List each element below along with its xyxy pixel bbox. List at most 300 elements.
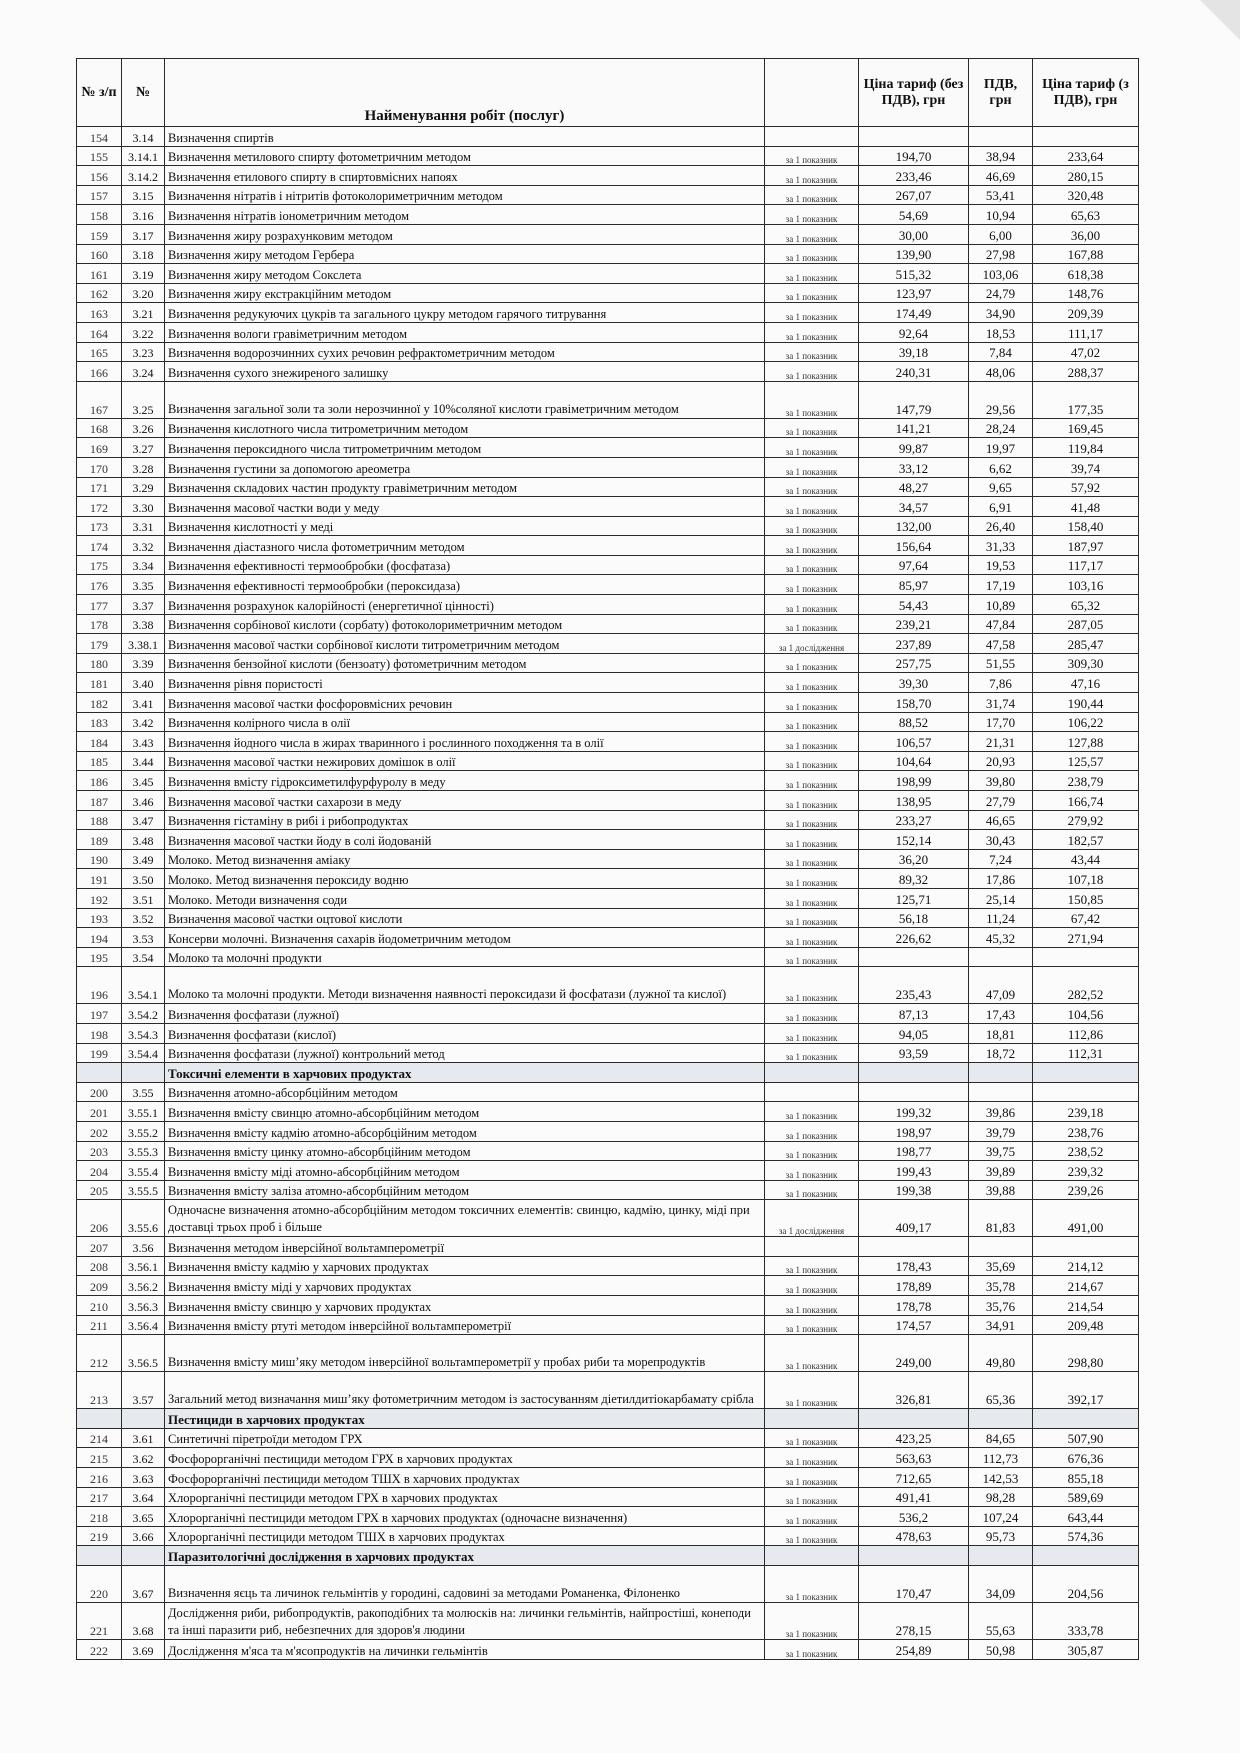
price-without-vat-cell: 239,21: [859, 614, 969, 634]
unit-cell: [765, 1082, 859, 1102]
price-without-vat-cell: 199,38: [859, 1180, 969, 1200]
price-with-vat-cell: [1033, 1546, 1139, 1566]
service-code-cell: 3.63: [122, 1468, 165, 1488]
row-number-cell: 204: [77, 1161, 122, 1181]
price-without-vat-cell: [859, 1082, 969, 1102]
service-name-cell: Визначення вологи гравіметричним методом: [165, 322, 765, 342]
col-header-name: Найменування робіт (послуг): [165, 59, 765, 127]
service-code-cell: 3.27: [122, 438, 165, 458]
vat-cell: 10,89: [969, 595, 1033, 615]
price-with-vat-cell: 125,57: [1033, 751, 1139, 771]
service-name-cell: Визначення жиру розрахунковим методом: [165, 224, 765, 244]
service-code-cell: 3.17: [122, 224, 165, 244]
unit-cell: за 1 показник: [765, 381, 859, 418]
service-code-cell: 3.54.4: [122, 1043, 165, 1063]
service-code-cell: 3.56.2: [122, 1276, 165, 1296]
price-without-vat-cell: 226,62: [859, 928, 969, 948]
row-number-cell: 160: [77, 244, 122, 264]
table-row: [77, 1256, 1139, 1276]
table-row: [77, 322, 1139, 342]
price-with-vat-cell: 47,02: [1033, 342, 1139, 362]
row-number-cell: [77, 1546, 122, 1566]
row-number-cell: 217: [77, 1487, 122, 1507]
unit-cell: за 1 показник: [765, 555, 859, 575]
price-with-vat-cell: 112,31: [1033, 1043, 1139, 1063]
price-with-vat-cell: 285,47: [1033, 634, 1139, 654]
unit-cell: за 1 показник: [765, 1256, 859, 1276]
price-without-vat-cell: [859, 1409, 969, 1429]
row-number-cell: 175: [77, 555, 122, 575]
service-name-cell: Визначення масової частки сахарози в меду: [165, 791, 765, 811]
vat-cell: 31,33: [969, 536, 1033, 556]
vat-cell: 17,70: [969, 712, 1033, 732]
unit-cell: за 1 показник: [765, 595, 859, 615]
col-header-price: Ціна тариф (без ПДВ), грн: [859, 59, 969, 127]
price-with-vat-cell: 112,86: [1033, 1023, 1139, 1043]
price-with-vat-cell: 507,90: [1033, 1428, 1139, 1448]
row-number-cell: 215: [77, 1448, 122, 1468]
service-name-cell: Визначення масової частки оцтової кислоти: [165, 908, 765, 928]
table-row: [77, 869, 1139, 889]
price-with-vat-cell: 643,44: [1033, 1507, 1139, 1527]
unit-cell: за 1 показник: [765, 1023, 859, 1043]
unit-cell: за 1 показник: [765, 928, 859, 948]
service-code-cell: 3.64: [122, 1487, 165, 1507]
row-number-cell: 158: [77, 205, 122, 225]
row-number-cell: 182: [77, 693, 122, 713]
vat-cell: 6,00: [969, 224, 1033, 244]
price-with-vat-cell: 36,00: [1033, 224, 1139, 244]
table-row: [77, 947, 1139, 967]
row-number-cell: 216: [77, 1468, 122, 1488]
vat-cell: 21,31: [969, 732, 1033, 752]
service-code-cell: [122, 1409, 165, 1429]
price-without-vat-cell: 106,57: [859, 732, 969, 752]
price-with-vat-cell: 279,92: [1033, 810, 1139, 830]
service-code-cell: 3.38.1: [122, 634, 165, 654]
row-number-cell: 173: [77, 516, 122, 536]
price-without-vat-cell: 132,00: [859, 516, 969, 536]
row-number-cell: 172: [77, 497, 122, 517]
row-number-cell: 220: [77, 1566, 122, 1603]
price-without-vat-cell: 409,17: [859, 1200, 969, 1237]
price-with-vat-cell: 67,42: [1033, 908, 1139, 928]
table-row: [77, 146, 1139, 166]
row-number-cell: 174: [77, 536, 122, 556]
table-row: [77, 1102, 1139, 1122]
price-with-vat-cell: 392,17: [1033, 1372, 1139, 1409]
unit-cell: за 1 показник: [765, 1276, 859, 1296]
service-code-cell: 3.20: [122, 283, 165, 303]
price-with-vat-cell: [1033, 947, 1139, 967]
price-with-vat-cell: 309,30: [1033, 653, 1139, 673]
table-row: [77, 1566, 1139, 1603]
vat-cell: 18,53: [969, 322, 1033, 342]
section-header-row: [77, 1409, 1139, 1429]
table-row: [77, 1640, 1139, 1660]
table-row: [77, 418, 1139, 438]
service-code-cell: 3.29: [122, 477, 165, 497]
service-code-cell: 3.25: [122, 381, 165, 418]
table-row: [77, 967, 1139, 1004]
vat-cell: 39,80: [969, 771, 1033, 791]
vat-cell: 107,24: [969, 1507, 1033, 1527]
vat-cell: 31,74: [969, 693, 1033, 713]
price-with-vat-cell: 117,17: [1033, 555, 1139, 575]
price-with-vat-cell: [1033, 1409, 1139, 1429]
service-name-cell: Визначення сухого знежиреного залишку: [165, 362, 765, 382]
price-with-vat-cell: 204,56: [1033, 1566, 1139, 1603]
row-number-cell: 194: [77, 928, 122, 948]
price-without-vat-cell: 237,89: [859, 634, 969, 654]
table-row: [77, 224, 1139, 244]
service-name-cell: Визначення фосфатази (лужної) контрольний метод: [165, 1043, 765, 1063]
price-without-vat-cell: 139,90: [859, 244, 969, 264]
row-number-cell: 165: [77, 342, 122, 362]
service-code-cell: 3.41: [122, 693, 165, 713]
table-row: [77, 1526, 1139, 1546]
vat-cell: 7,84: [969, 342, 1033, 362]
service-name-cell: Визначення етилового спирту в спиртовмісних напоях: [165, 166, 765, 186]
service-code-cell: 3.52: [122, 908, 165, 928]
service-name-cell: Визначення пероксидного числа титрометричним методом: [165, 438, 765, 458]
table-row: [77, 810, 1139, 830]
service-code-cell: 3.46: [122, 791, 165, 811]
price-with-vat-cell: 239,32: [1033, 1161, 1139, 1181]
service-name-cell: Визначення вмісту свинцю атомно-абсорбційним методом: [165, 1102, 765, 1122]
service-code-cell: 3.14: [122, 127, 165, 147]
price-with-vat-cell: 177,35: [1033, 381, 1139, 418]
service-code-cell: 3.37: [122, 595, 165, 615]
service-name-cell: Визначення метилового спирту фотометричним методом: [165, 146, 765, 166]
unit-cell: за 1 показник: [765, 438, 859, 458]
price-without-vat-cell: 178,43: [859, 1256, 969, 1276]
price-with-vat-cell: 103,16: [1033, 575, 1139, 595]
service-code-cell: 3.65: [122, 1507, 165, 1527]
unit-cell: за 1 показник: [765, 497, 859, 517]
row-number-cell: 166: [77, 362, 122, 382]
vat-cell: [969, 1546, 1033, 1566]
service-code-cell: 3.54: [122, 947, 165, 967]
row-number-cell: 157: [77, 185, 122, 205]
table-row: [77, 888, 1139, 908]
service-code-cell: 3.50: [122, 869, 165, 889]
unit-cell: [765, 127, 859, 147]
vat-cell: 39,79: [969, 1121, 1033, 1141]
table-row: [77, 575, 1139, 595]
price-with-vat-cell: 305,87: [1033, 1640, 1139, 1660]
price-without-vat-cell: [859, 1063, 969, 1083]
vat-cell: 20,93: [969, 751, 1033, 771]
price-without-vat-cell: 178,78: [859, 1296, 969, 1316]
service-name-cell: Дослідження риби, рибопродуктів, ракоподібних та молюсків на: личинки гельмінтів, найпростіші, конеподи та інші паразити риб, небезпечних для здоров'я людини: [165, 1603, 765, 1640]
price-without-vat-cell: 99,87: [859, 438, 969, 458]
price-without-vat-cell: 233,27: [859, 810, 969, 830]
row-number-cell: 183: [77, 712, 122, 732]
vat-cell: 45,32: [969, 928, 1033, 948]
unit-cell: за 1 показник: [765, 791, 859, 811]
price-with-vat-cell: 214,67: [1033, 1276, 1139, 1296]
price-without-vat-cell: 478,63: [859, 1526, 969, 1546]
vat-cell: 39,88: [969, 1180, 1033, 1200]
table-row: [77, 1121, 1139, 1141]
price-with-vat-cell: 158,40: [1033, 516, 1139, 536]
vat-cell: 103,06: [969, 264, 1033, 284]
price-without-vat-cell: 54,43: [859, 595, 969, 615]
row-number-cell: [77, 1409, 122, 1429]
service-code-cell: 3.32: [122, 536, 165, 556]
price-without-vat-cell: 198,99: [859, 771, 969, 791]
price-with-vat-cell: 39,74: [1033, 457, 1139, 477]
vat-cell: 53,41: [969, 185, 1033, 205]
price-with-vat-cell: [1033, 1237, 1139, 1257]
service-name-cell: Визначення жиру екстракційним методом: [165, 283, 765, 303]
service-code-cell: 3.22: [122, 322, 165, 342]
table-row: [77, 830, 1139, 850]
col-header-code: №: [122, 59, 165, 127]
vat-cell: 34,09: [969, 1566, 1033, 1603]
unit-cell: за 1 показник: [765, 614, 859, 634]
row-number-cell: 219: [77, 1526, 122, 1546]
unit-cell: за 1 показник: [765, 1335, 859, 1372]
row-number-cell: 192: [77, 888, 122, 908]
row-number-cell: 198: [77, 1023, 122, 1043]
unit-cell: за 1 показник: [765, 967, 859, 1004]
price-with-vat-cell: 282,52: [1033, 967, 1139, 1004]
service-name-cell: Визначення вмісту ртуті методом інверсійної вольтамперометрії: [165, 1315, 765, 1335]
table-header-row: [77, 59, 1139, 127]
service-name-cell: Визначення густини за допомогою ареометра: [165, 457, 765, 477]
unit-cell: [765, 1546, 859, 1566]
price-without-vat-cell: 326,81: [859, 1372, 969, 1409]
row-number-cell: 222: [77, 1640, 122, 1660]
service-name-cell: Визначення сорбінової кислоти (сорбату) фотоколориметричним методом: [165, 614, 765, 634]
table-row: [77, 1372, 1139, 1409]
unit-cell: за 1 показник: [765, 1507, 859, 1527]
service-code-cell: 3.40: [122, 673, 165, 693]
unit-cell: за 1 показник: [765, 477, 859, 497]
table-row: [77, 1161, 1139, 1181]
price-without-vat-cell: [859, 127, 969, 147]
service-code-cell: 3.45: [122, 771, 165, 791]
unit-cell: за 1 показник: [765, 751, 859, 771]
price-without-vat-cell: 198,97: [859, 1121, 969, 1141]
service-code-cell: 3.69: [122, 1640, 165, 1660]
unit-cell: за 1 показник: [765, 1141, 859, 1161]
price-with-vat-cell: [1033, 127, 1139, 147]
price-with-vat-cell: [1033, 1063, 1139, 1083]
service-code-cell: 3.56.3: [122, 1296, 165, 1316]
service-name-cell: Дослідження м'яса та м'ясопродуктів на личинки гельмінтів: [165, 1640, 765, 1660]
service-name-cell: Визначення нітратів іонометричним методом: [165, 205, 765, 225]
price-without-vat-cell: [859, 1546, 969, 1566]
table-row: [77, 1180, 1139, 1200]
vat-cell: [969, 127, 1033, 147]
service-code-cell: 3.35: [122, 575, 165, 595]
price-without-vat-cell: 491,41: [859, 1487, 969, 1507]
table-row: [77, 166, 1139, 186]
service-name-cell: Визначення вмісту кадмію у харчових продуктах: [165, 1256, 765, 1276]
unit-cell: за 1 показник: [765, 1468, 859, 1488]
service-code-cell: 3.19: [122, 264, 165, 284]
price-with-vat-cell: 618,38: [1033, 264, 1139, 284]
vat-cell: 35,76: [969, 1296, 1033, 1316]
price-without-vat-cell: [859, 947, 969, 967]
service-code-cell: 3.31: [122, 516, 165, 536]
price-without-vat-cell: 170,47: [859, 1566, 969, 1603]
service-code-cell: 3.14.2: [122, 166, 165, 186]
service-name-cell: Одночасне визначення атомно-абсорбційним методом токсичних елементів: свинцю, кадмію, цинку, міді при доставці трьох проб і більше: [165, 1200, 765, 1237]
unit-cell: за 1 показник: [765, 457, 859, 477]
vat-cell: 18,81: [969, 1023, 1033, 1043]
price-with-vat-cell: 238,79: [1033, 771, 1139, 791]
service-name-cell: Визначення вмісту заліза атомно-абсорбційним методом: [165, 1180, 765, 1200]
price-with-vat-cell: 589,69: [1033, 1487, 1139, 1507]
price-without-vat-cell: 88,52: [859, 712, 969, 732]
price-with-vat-cell: 106,22: [1033, 712, 1139, 732]
vat-cell: 142,53: [969, 1468, 1033, 1488]
price-with-vat-cell: 280,15: [1033, 166, 1139, 186]
vat-cell: 11,24: [969, 908, 1033, 928]
unit-cell: за 1 показник: [765, 1428, 859, 1448]
price-without-vat-cell: 249,00: [859, 1335, 969, 1372]
vat-cell: 17,86: [969, 869, 1033, 889]
service-code-cell: 3.56.4: [122, 1315, 165, 1335]
row-number-cell: 201: [77, 1102, 122, 1122]
table-row: [77, 1276, 1139, 1296]
row-number-cell: 159: [77, 224, 122, 244]
service-name-cell: Визначення ефективності термообробки (фосфатаза): [165, 555, 765, 575]
table-row: [77, 1043, 1139, 1063]
service-code-cell: 3.39: [122, 653, 165, 673]
service-code-cell: 3.14.1: [122, 146, 165, 166]
vat-cell: 34,91: [969, 1315, 1033, 1335]
unit-cell: за 1 показник: [765, 653, 859, 673]
vat-cell: 84,65: [969, 1428, 1033, 1448]
vat-cell: 6,91: [969, 497, 1033, 517]
price-without-vat-cell: 278,15: [859, 1603, 969, 1640]
unit-cell: за 1 показник: [765, 283, 859, 303]
unit-cell: за 1 показник: [765, 771, 859, 791]
service-name-cell: Визначення вмісту міді у харчових продуктах: [165, 1276, 765, 1296]
price-with-vat-cell: 333,78: [1033, 1603, 1139, 1640]
service-code-cell: 3.28: [122, 457, 165, 477]
price-without-vat-cell: 423,25: [859, 1428, 969, 1448]
price-without-vat-cell: 48,27: [859, 477, 969, 497]
price-without-vat-cell: 199,43: [859, 1161, 969, 1181]
service-name-cell: Визначення атомно-абсорбційним методом: [165, 1082, 765, 1102]
service-code-cell: 3.62: [122, 1448, 165, 1468]
vat-cell: 46,69: [969, 166, 1033, 186]
table-row: [77, 1237, 1139, 1257]
price-with-vat-cell: 47,16: [1033, 673, 1139, 693]
table-row: [77, 1487, 1139, 1507]
vat-cell: [969, 1409, 1033, 1429]
unit-cell: [765, 1063, 859, 1083]
table-row: [77, 1507, 1139, 1527]
vat-cell: 39,86: [969, 1102, 1033, 1122]
vat-cell: 49,80: [969, 1335, 1033, 1372]
table-row: [77, 634, 1139, 654]
table-row: [77, 1448, 1139, 1468]
service-name-cell: Визначення вмісту гідроксиметилфурфуролу в меду: [165, 771, 765, 791]
price-with-vat-cell: 182,57: [1033, 830, 1139, 850]
table-row: [77, 342, 1139, 362]
vat-cell: [969, 947, 1033, 967]
row-number-cell: 168: [77, 418, 122, 438]
unit-cell: за 1 показник: [765, 1121, 859, 1141]
service-code-cell: 3.56.5: [122, 1335, 165, 1372]
price-with-vat-cell: 320,48: [1033, 185, 1139, 205]
vat-cell: 27,98: [969, 244, 1033, 264]
row-number-cell: 191: [77, 869, 122, 889]
service-code-cell: 3.15: [122, 185, 165, 205]
price-without-vat-cell: 93,59: [859, 1043, 969, 1063]
table-row: [77, 438, 1139, 458]
service-code-cell: [122, 1063, 165, 1083]
price-without-vat-cell: 94,05: [859, 1023, 969, 1043]
table-row: [77, 1335, 1139, 1372]
vat-cell: 81,83: [969, 1200, 1033, 1237]
unit-cell: за 1 показник: [765, 418, 859, 438]
row-number-cell: 213: [77, 1372, 122, 1409]
price-with-vat-cell: 855,18: [1033, 1468, 1139, 1488]
row-number-cell: 203: [77, 1141, 122, 1161]
service-name-cell: Хлорорганічні пестициди методом ТШХ в харчових продуктах: [165, 1526, 765, 1546]
row-number-cell: 154: [77, 127, 122, 147]
unit-cell: за 1 показник: [765, 1296, 859, 1316]
row-number-cell: 161: [77, 264, 122, 284]
table-row: [77, 614, 1139, 634]
price-with-vat-cell: 148,76: [1033, 283, 1139, 303]
row-number-cell: 155: [77, 146, 122, 166]
service-name-cell: Токсичні елементи в харчових продуктах: [165, 1063, 765, 1083]
service-name-cell: Визначення вмісту кадмію атомно-абсорбційним методом: [165, 1121, 765, 1141]
vat-cell: 38,94: [969, 146, 1033, 166]
row-number-cell: 177: [77, 595, 122, 615]
service-name-cell: Визначення редукуючих цукрів та загального цукру методом гарячого титрування: [165, 303, 765, 323]
row-number-cell: 206: [77, 1200, 122, 1237]
vat-cell: 7,86: [969, 673, 1033, 693]
service-name-cell: Синтетичні піретроїди методом ГРХ: [165, 1428, 765, 1448]
row-number-cell: 184: [77, 732, 122, 752]
table-row: [77, 362, 1139, 382]
vat-cell: 47,09: [969, 967, 1033, 1004]
price-with-vat-cell: 57,92: [1033, 477, 1139, 497]
vat-cell: 30,43: [969, 830, 1033, 850]
price-without-vat-cell: 152,14: [859, 830, 969, 850]
row-number-cell: 156: [77, 166, 122, 186]
service-name-cell: Визначення масової частки сорбінової кислоти титрометричним методом: [165, 634, 765, 654]
unit-cell: за 1 показник: [765, 810, 859, 830]
table-row: [77, 283, 1139, 303]
service-code-cell: 3.55.1: [122, 1102, 165, 1122]
price-without-vat-cell: 39,30: [859, 673, 969, 693]
table-row: [77, 1082, 1139, 1102]
price-with-vat-cell: 209,48: [1033, 1315, 1139, 1335]
unit-cell: за 1 показник: [765, 1043, 859, 1063]
service-code-cell: 3.61: [122, 1428, 165, 1448]
table-row: [77, 1141, 1139, 1161]
vat-cell: 95,73: [969, 1526, 1033, 1546]
price-without-vat-cell: 125,71: [859, 888, 969, 908]
vat-cell: 65,36: [969, 1372, 1033, 1409]
service-name-cell: Фосфорорганічні пестициди методом ГРХ в харчових продуктах: [165, 1448, 765, 1468]
price-without-vat-cell: 141,21: [859, 418, 969, 438]
service-name-cell: Визначення ефективності термообробки (пероксидаза): [165, 575, 765, 595]
service-name-cell: Визначення загальної золи та золи нерозчинної у 10%соляної кислоти гравіметричним методом: [165, 381, 765, 418]
price-with-vat-cell: 298,80: [1033, 1335, 1139, 1372]
